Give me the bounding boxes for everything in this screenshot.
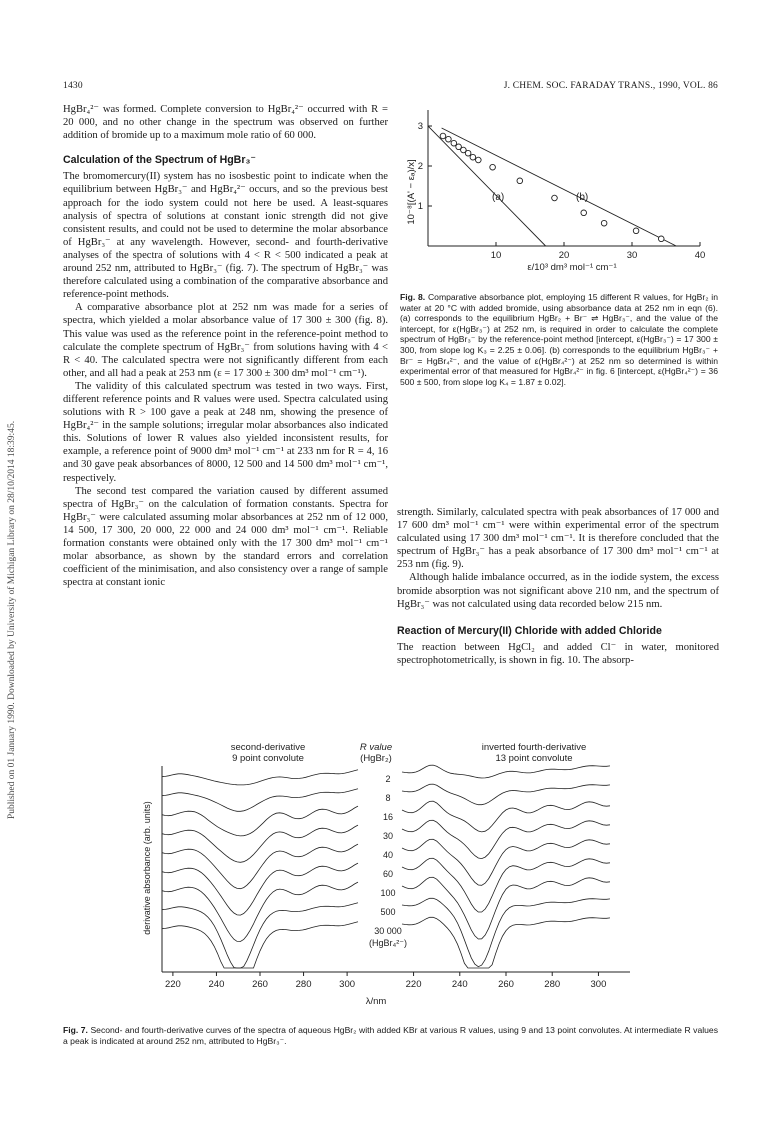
fig7-second-derivative-curve xyxy=(162,825,358,862)
fig7-second-derivative-curve xyxy=(162,882,358,941)
fig8-y-axis-label: 10⁻⁸[(A' − εₐ)/x] xyxy=(406,159,417,225)
fig7-x-tick-label: 260 xyxy=(498,979,514,990)
fig8-label-a: (a) xyxy=(492,192,505,203)
fig7-fourth-derivative-curve xyxy=(402,917,610,968)
fig7-x-tick-label: 220 xyxy=(405,979,422,990)
fig7-r-value-label: 2 xyxy=(385,774,391,784)
fig7-x-tick-label: 220 xyxy=(164,979,181,990)
fig7-title-right-1: inverted fourth-derivative xyxy=(481,742,587,753)
fig8-y-tick-label: 3 xyxy=(417,121,423,132)
fig7-x-tick-label: 300 xyxy=(339,979,356,990)
fig8-point xyxy=(581,210,587,216)
fig7-caption-text: Second- and fourth-derivative curves of the spectra of aqueous HgBr₂ with added KBr at various R values, using 9 and 13 point convolutes. At intermediate R values a peak is indicated at around 252 nm, attributed to HgBr₃⁻. xyxy=(63,1025,718,1046)
fig8-x-tick-label: 30 xyxy=(626,250,638,261)
fig7-second-derivative-curve xyxy=(162,844,358,889)
fig7-fourth-derivative-curve xyxy=(402,765,610,778)
fig7-title-mid-1: R value xyxy=(359,742,393,753)
fig7-r-value-label: 30 000 xyxy=(374,926,402,936)
publication-side-note: Published on 01 January 1990. Downloaded by University of Michigan Library on 28/10/2014 18:39:45. xyxy=(7,420,17,820)
fig7-title-right-2: 13 point convolute xyxy=(495,753,573,764)
fig7-second-derivative-curve xyxy=(162,789,358,812)
fig7-r-value-label: (HgBr₄²⁻) xyxy=(369,938,407,948)
fig8-caption-text: Comparative absorbance plot, employing 15 different R values, for HgBr₂ in water at 20 °C with added bromide, using absorbance data at 252 nm in eqn (6). (a) corresponds to the equilibrium HgBr₂ + Br⁻ ⇌ HgBr₃⁻, and the value of the intercept, for ε(HgBr₃⁻) at 252 nm, is required in order to calculate the complete spectrum of HgBr₃⁻ by the reference-point method [intercept, ε(HgBr₃⁻) = 17 300 ± 300, from slope log K₃ = 2.25 ± 0.06]. (b) corresponds to the equilibrium HgBr₃⁻ + Br⁻ = HgBr₄²⁻, and the value of ε(HgBr₄²⁻) at 252 nm so determined is within experimental error of that measured for HgBr₄²⁻ in fig. 6 [intercept, ε(HgBr₄²⁻) = 36 500 ± 500, from slope log K₄ = 1.87 ± 0.02]. xyxy=(400,292,718,387)
paragraph: The bromomercury(II) system has no isosbestic point to indicate when the equilibrium between HgBr₃⁻ and HgBr₄²⁻ occurs, and so the previous best approach for the iodo system could not here be used. A least-squares analysis of spectra of solutions at constant ionic strength did not give consistent results, and could not be used to determine the molar absorbance of HgBr₃⁻ at any wavelength. However, second- and fourth-derivative analyses of the spectra of solutions with 4 < R < 500 indicated a peak at around 252 nm, attributed to HgBr₃⁻ (fig. 7). The spectrum of HgBr₃⁻ was therefore calculated using a combination of the comparative absorbance and reference-point methods. xyxy=(63,171,388,301)
section-heading: Calculation of the Spectrum of HgBr₃⁻ xyxy=(63,154,256,167)
page-number: 1430 xyxy=(63,81,83,91)
fig7-second-derivative-curve xyxy=(162,806,358,836)
fig7-second-derivative-curve xyxy=(162,863,358,915)
fig7-x-tick-label: 300 xyxy=(590,979,607,990)
fig8-caption xyxy=(400,292,718,387)
fig8-plot xyxy=(400,100,718,275)
fig7-second-derivative-curve xyxy=(162,770,358,785)
fig8-point xyxy=(517,178,523,184)
fig8-x-tick-label: 40 xyxy=(694,250,706,261)
fig8-x-axis-label: ε/10³ dm³ mol⁻¹ cm⁻¹ xyxy=(527,262,617,273)
fig7-caption-label: Fig. 7. xyxy=(63,1025,88,1035)
left-column xyxy=(63,103,388,589)
fig8-point xyxy=(470,154,476,160)
right-column xyxy=(397,506,719,667)
paragraph: The reaction between HgCl₂ and added Cl⁻ in water, monitored spectrophotometrically, is shown in fig. 10. The absorp- xyxy=(397,641,719,666)
fig7-second-derivative-curve xyxy=(162,922,358,968)
fig7-r-value-label: 500 xyxy=(380,907,396,917)
fig8-label-b: (b) xyxy=(576,192,589,203)
fig8-y-tick-label: 2 xyxy=(417,161,423,172)
paragraph: HgBr₄²⁻ was formed. Complete conversion to HgBr₄²⁻ occurred with R = 20 000, and no other change in the spectrum was observed on further addition of bromide up to a maximum mole ratio of 60 000. xyxy=(63,104,388,142)
paragraph: The second test compared the variation caused by different assumed spectra of HgBr₃⁻ on the calculation of formation constants. Spectra for HgBr₃⁻ were calculated assuming molar absorbances at 252 nm of 12 000, 14 500, 17 300, 20 000, 22 000 and 24 000 dm³ mol⁻¹ cm⁻¹. Reliable formation constants were obtained only with the 17 300 dm³ mol⁻¹ cm⁻¹ molar absorbance, as shown by the standard errors and correlation coefficient of the minimisation, and also consistency over a range of sample spectra at constant ionic xyxy=(63,485,388,589)
fig7-fourth-derivative-curve xyxy=(402,877,610,939)
paragraph: strength. Similarly, calculated spectra with peak absorbances of 17 000 and 17 600 dm³ mol⁻¹ cm⁻¹ were within experimental error of the spectrum calculated using 17 300 dm³ mol⁻¹ cm⁻¹. It is therefore concluded that the spectrum of HgBr₃⁻ has a peak absorbance of 17 300 dm³ mol⁻¹ cm⁻¹ at 253 nm (fig. 9). xyxy=(397,507,719,571)
fig7-fourth-derivative-curve xyxy=(402,858,610,912)
paragraph: A comparative absorbance plot at 252 nm was made for a series of spectra, which yielded a molar absorbance value of 17 300 ± 300 (fig. 8). This value was used as the reference point in the reference-point method to calculate the complete spectrum of HgBr₃⁻ from solutions having with 4 < R < 40. The calculated spectra were not significantly different from each other, and all had a peak at 253 nm (ε = 17 300 ± 300 dm³ mol⁻¹ cm⁻¹). xyxy=(63,302,388,379)
fig7-x-tick-label: 260 xyxy=(252,979,268,990)
fig7-plot xyxy=(140,740,650,1012)
fig7-x-tick-label: 240 xyxy=(208,979,225,990)
fig8-x-tick-label: 20 xyxy=(558,250,570,261)
fig7-title-left-2: 9 point convolute xyxy=(232,753,304,764)
fig7-r-value-label: 40 xyxy=(382,850,394,860)
fig8-point xyxy=(601,220,607,226)
fig7-caption xyxy=(63,1025,718,1046)
fig7-fourth-derivative-curve xyxy=(402,898,610,966)
fig8-point xyxy=(446,136,452,142)
fig8-line-b xyxy=(442,128,677,246)
fig8-point xyxy=(658,236,664,242)
paragraph: Although halide imbalance occurred, as in the iodide system, the excess bromide absorption was not significant above 210 nm, and the spectrum of HgBr₃⁻ was not calculated using data recorded below 215 nm. xyxy=(397,572,719,610)
fig8-point xyxy=(465,150,471,156)
fig8-x-tick-label: 10 xyxy=(490,250,502,261)
fig7-y-axis-label: derivative absorbance (arb. units) xyxy=(142,801,152,935)
fig7-second-derivative-curve xyxy=(162,903,358,968)
fig8-y-tick-label: 1 xyxy=(417,201,423,212)
fig8-point xyxy=(476,157,482,163)
section-heading: Reaction of Mercury(II) Chloride with added Chloride xyxy=(397,624,662,637)
fig7-title-left-1: second-derivative xyxy=(230,742,306,753)
fig8-point xyxy=(490,164,496,170)
fig7-r-value-label: 30 xyxy=(382,831,394,841)
fig8-caption-label: Fig. 8. xyxy=(400,292,426,302)
fig7-x-tick-label: 240 xyxy=(451,979,468,990)
fig7-x-tick-label: 280 xyxy=(544,979,561,990)
fig7-r-value-label: 8 xyxy=(385,793,391,803)
running-header: J. CHEM. SOC. FARADAY TRANS., 1990, VOL. 86 xyxy=(503,81,718,91)
fig8-line-a xyxy=(428,126,546,246)
fig8-point xyxy=(552,195,558,201)
fig7-x-tick-label: 280 xyxy=(295,979,312,990)
fig7-r-value-label: 16 xyxy=(382,812,394,822)
fig7-r-value-label: 60 xyxy=(382,869,394,879)
paragraph: The validity of this calculated spectrum was tested in two ways. First, different reference points and R values were used. Spectra calculated using solutions with R > 100 gave a peak at 248 nm, showing the presence of HgBr₄²⁻ in the sample solutions; irregular molar absorbances also indicated this. Solutions of lower R values also yielded inconsistent results, for example, a reference point of 9000 dm³ mol⁻¹ cm⁻¹ at 233 nm for R = 4, 16 and 30 gave peak absorbances of 8000, 12 500 and 14 500 dm³ mol⁻¹ cm⁻¹, respectively. xyxy=(63,380,388,484)
fig7-fourth-derivative-curve xyxy=(402,801,610,832)
fig7-r-value-label: 100 xyxy=(380,888,396,898)
fig8-point xyxy=(440,133,446,139)
fig7-x-axis-label: λ/nm xyxy=(365,996,387,1007)
fig7-title-mid-2: (HgBr₂) xyxy=(360,753,392,764)
fig8-point xyxy=(633,228,639,234)
